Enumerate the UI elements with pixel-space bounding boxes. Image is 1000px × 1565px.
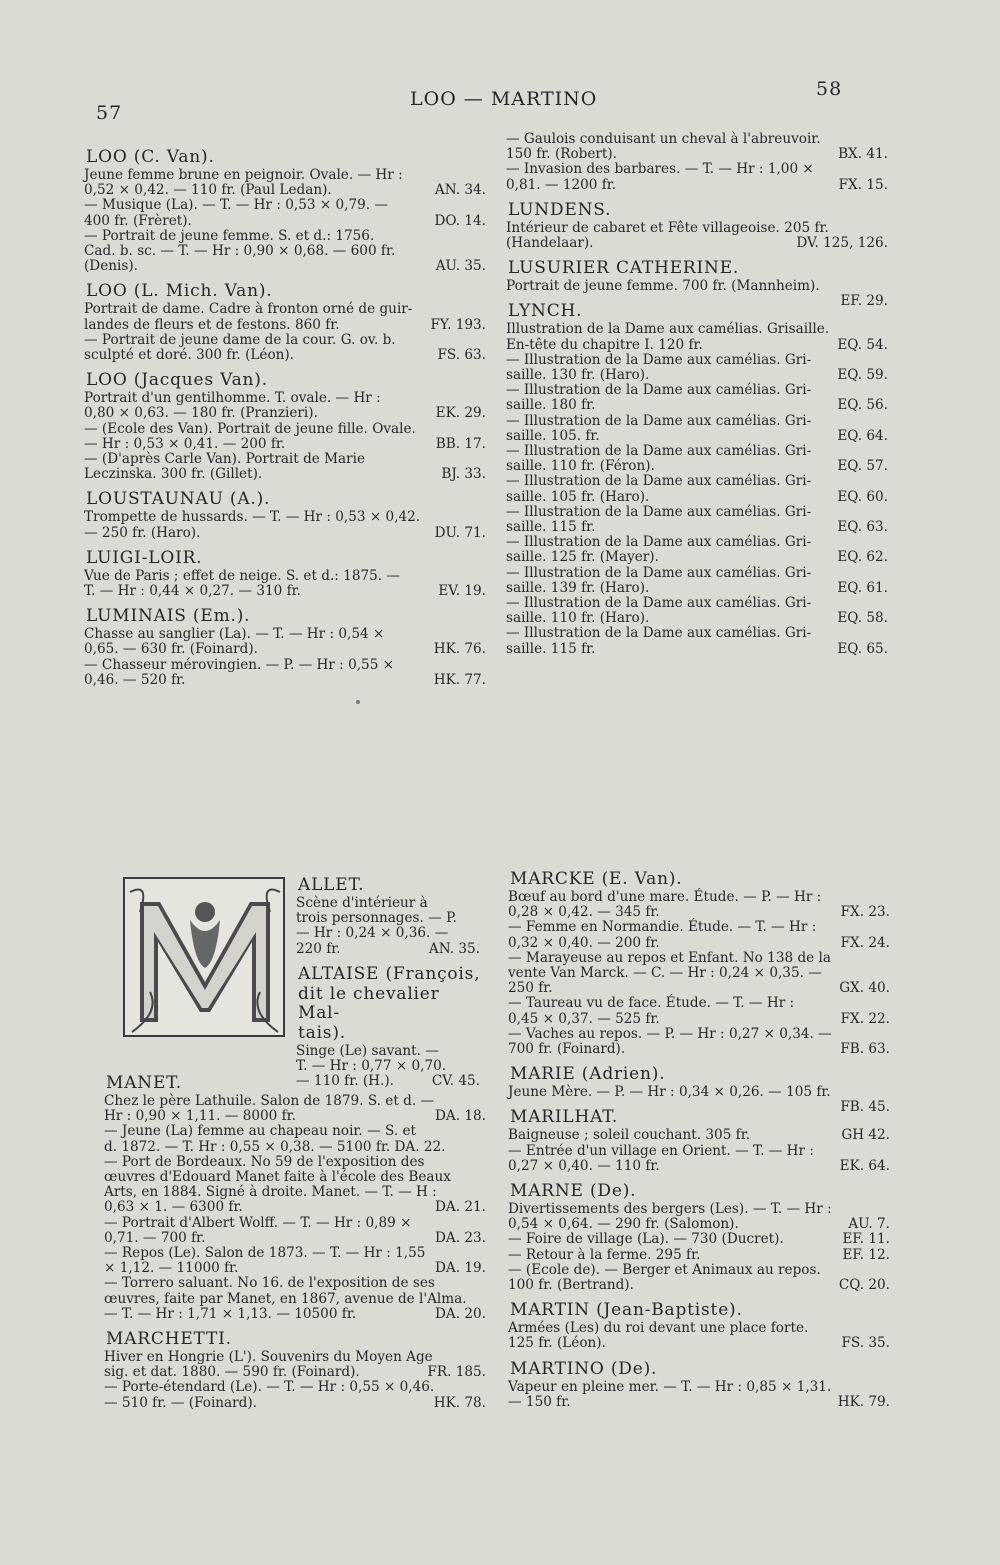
entry-line [508, 1263, 892, 1278]
entry-line [104, 1365, 488, 1380]
sale-reference: FX. 22. [840, 1010, 890, 1027]
entry-text: œuvres, faite par Manet, en 1867, avenue de l'Alma. [104, 1290, 467, 1307]
entry-line [506, 581, 890, 596]
entry-line [506, 132, 890, 147]
entry-line [508, 890, 892, 905]
entry-line [84, 673, 488, 688]
entry-text: — Illustration de la Dame aux camélias. Gri- [506, 412, 812, 429]
entry-text: — Portrait d'Albert Wolff. — T. — Hr : 0,89 × [104, 1214, 412, 1231]
entry-text: trois personnages. — P. [296, 910, 457, 927]
artist-name: LOO (C. Van). [86, 147, 215, 167]
entry-text: 700 fr. (Foinard). [508, 1041, 626, 1058]
sale-reference: FX. 15. [838, 176, 888, 193]
sale-reference: BX. 41. [838, 146, 888, 163]
entry-line [84, 526, 488, 541]
entry-text: 125 fr. (Léon). [508, 1335, 606, 1352]
entry-text: — Taureau vu de face. Étude. — T. — Hr : [508, 995, 795, 1012]
entry-line [506, 429, 890, 444]
entry-line [508, 1085, 892, 1100]
artist-name: MARNE (De). [510, 1181, 637, 1202]
entry-text: T. — Hr : 0,77 × 0,70. [296, 1058, 447, 1075]
entry-line [104, 1155, 488, 1170]
entry-line [296, 896, 482, 911]
entry-line [84, 259, 488, 274]
artist-name: LUSURIER CATHERINE. [508, 258, 740, 279]
entry-line [84, 437, 488, 452]
entry-line [104, 1246, 488, 1261]
artist-name: tais). [298, 1022, 346, 1043]
entry-text: — Musique (La). — T. — Hr : 0,53 × 0,79. — [84, 197, 389, 214]
entry-line [506, 642, 890, 657]
left-column-bottom [104, 1066, 488, 1411]
entry-text: 0,71. — 700 fr. [104, 1229, 206, 1246]
entry-line [84, 658, 488, 673]
entry-text: Portrait d'un gentilhomme. T. ovale. — Hr : [84, 390, 381, 407]
entry-line [508, 1128, 892, 1143]
sale-reference: FS. 35. [841, 1335, 890, 1352]
entry-text: — Retour à la ferme. 295 fr. [508, 1246, 701, 1263]
sale-reference: GH 42. [841, 1127, 890, 1144]
entry-line [506, 626, 890, 641]
entry-text: saille. 105 fr. (Haro). [506, 488, 650, 505]
right-column-top [506, 132, 890, 657]
sale-reference: AN. 35. [428, 940, 480, 957]
entry-text: saille. 115 fr. [506, 640, 596, 657]
entry-text: — Portrait de jeune femme. S. et d.: 1756. [84, 227, 375, 244]
sale-reference: EQ. 63. [837, 519, 888, 536]
entry-line [104, 1170, 488, 1185]
entry-text: 0,46. — 520 fr. [84, 671, 186, 688]
entry-text: Portrait de jeune femme. 700 fr. (Mannheim). [506, 278, 820, 295]
entry-line [506, 221, 890, 236]
entry-line [104, 1276, 488, 1291]
sale-reference: HK. 76. [433, 641, 486, 658]
entry-line [104, 1396, 488, 1411]
entry-line [84, 348, 488, 363]
entry-line [508, 1248, 892, 1263]
entry-line [104, 1216, 488, 1231]
entry-text: 0,63 × 1. — 6300 fr. [104, 1199, 243, 1216]
entry-text: Intérieur de cabaret et Fête villageoise. 205 fr. [506, 219, 829, 236]
entry-text: — 510 fr. — (Foinard). [104, 1394, 257, 1411]
entry-text: Bœuf au bord d'une mare. Étude. — P. — Hr : [508, 889, 822, 905]
entry-text: Vapeur en pleine mer. — T. — Hr : 0,85 × 1,31. [508, 1378, 832, 1395]
entry-text: — Illustration de la Dame aux camélias. Gri- [506, 595, 812, 612]
entry-text: — 150 fr. [508, 1393, 571, 1410]
sale-reference: EF. 29. [840, 293, 888, 310]
entry-line [84, 391, 488, 406]
entry-text: Leczinska. 300 fr. (Gillet). [84, 466, 263, 483]
entry-line [104, 1231, 488, 1246]
sale-reference: DA. 20. [435, 1305, 486, 1322]
entry-text: — Portrait de jeune dame de la cour. G. ov. b. [84, 331, 396, 348]
entry-line [506, 611, 890, 626]
sale-reference: HK. 78. [433, 1394, 486, 1411]
entry-line [508, 1217, 892, 1232]
entry-text: — Torrero saluant. No 16. de l'exposition de ses [104, 1275, 435, 1292]
entry-text: landes de fleurs et de festons. 860 fr. [84, 316, 340, 333]
sale-reference: GX. 40. [839, 980, 890, 997]
entry-text: saille. 115 fr. [506, 519, 596, 536]
entry-line [84, 168, 488, 183]
entry-text: — (D'après Carle Van). Portrait de Marie [84, 451, 366, 468]
entry-line [508, 1232, 892, 1247]
sale-reference: FR. 185. [427, 1364, 486, 1381]
sale-reference: EQ. 65. [837, 640, 888, 657]
entry-text: — Illustration de la Dame aux camélias. Gri- [506, 382, 812, 399]
entry-line [84, 510, 488, 525]
entry-text: 250 fr. [508, 980, 553, 997]
entry-line [508, 1042, 892, 1057]
sale-reference: CQ. 20. [838, 1277, 890, 1294]
artist-name: ALTAISE (François, [298, 963, 481, 984]
entry-line [508, 1336, 892, 1351]
sale-reference: EQ. 61. [837, 579, 888, 596]
artist-name: LUIGI-LOIR. [86, 547, 203, 568]
entry-line [506, 596, 890, 611]
entry-text: T. — Hr : 0,44 × 0,27. — 310 fr. [84, 583, 301, 600]
entry-text: (Denis). [84, 258, 138, 275]
sale-reference: EQ. 58. [837, 610, 888, 627]
artist-name: dit le chevalier Mal- [298, 983, 440, 1023]
entry-text: — Vaches au repos. — P. — Hr : 0,27 × 0,34. — [508, 1025, 832, 1042]
page-number-right: 58 [816, 78, 843, 100]
entry-line [508, 936, 892, 951]
artist-name: LYNCH. [508, 301, 583, 322]
artist-name: MARTINO (De). [510, 1358, 658, 1379]
artist-name: LOO (L. Mich. Van). [86, 281, 273, 302]
entry-line [84, 467, 488, 482]
entry-text: Armées (Les) du roi devant une place forte. [508, 1320, 809, 1337]
entry-line [84, 302, 488, 317]
entry-text: 0,81. — 1200 fr. [506, 176, 617, 193]
sale-reference: AU. 7. [848, 1216, 890, 1233]
entry-line [84, 183, 488, 198]
entry-line [296, 911, 482, 926]
entry-line [506, 474, 890, 489]
sale-reference: FX. 24. [840, 934, 890, 951]
entry-text: Hr : 0,90 × 1,11. — 8000 fr. [104, 1108, 296, 1125]
sale-reference: EQ. 60. [837, 488, 888, 505]
entry-line [84, 333, 488, 348]
artist-name: MANET. [106, 1073, 183, 1093]
artist-name: MARTIN (Jean-Baptiste). [510, 1300, 743, 1321]
sale-reference: EQ. 64. [837, 427, 888, 444]
entry-line [508, 966, 892, 981]
entry-text: × 1,12. — 11000 fr. [104, 1260, 239, 1277]
entry-line [508, 996, 892, 1011]
entry-line [84, 569, 488, 584]
sale-reference: DA. 19. [435, 1260, 486, 1277]
left-column-beside-initial [296, 868, 482, 1089]
entry-line [508, 981, 892, 996]
entry-text: Arts, en 1884. Signé à droite. Manet. — T. — H : [104, 1184, 437, 1201]
entry-line [506, 535, 890, 550]
artist-name: MARIE (Adrien). [510, 1064, 666, 1085]
entry-text: 400 fr. (Frèret). [84, 212, 192, 229]
artist-name: LUNDENS. [508, 199, 612, 220]
sale-reference: FX. 23. [840, 904, 890, 921]
sale-reference: HK. 77. [433, 671, 486, 688]
entry-text: 0,32 × 0,40. — 200 fr. [508, 934, 660, 951]
entry-text: — 250 fr. (Haro). [84, 524, 201, 541]
entry-text: — Illustration de la Dame aux camélias. Gri- [506, 351, 812, 368]
entry-line [104, 1200, 488, 1215]
sale-reference: EK. 29. [435, 405, 486, 422]
page-number-left: 57 [96, 102, 123, 124]
entry-line [506, 505, 890, 520]
entry-line [506, 520, 890, 535]
entry-line [84, 406, 488, 421]
entry-text: saille. 180 fr. [506, 397, 596, 414]
entry-text: — Illustration de la Dame aux camélias. Gri- [506, 503, 812, 520]
entry-text: 100 fr. (Bertrand). [508, 1277, 634, 1294]
entry-line [104, 1292, 488, 1307]
sale-reference: EF. 11. [842, 1231, 890, 1248]
entry-text: — Invasion des barbares. — T. — Hr : 1,00 × [506, 161, 814, 178]
entry-text: — T. — Hr : 1,71 × 1,13. — 10500 fr. [104, 1305, 357, 1322]
entry-line [84, 229, 488, 244]
entry-line [506, 444, 890, 459]
artist-name: ALLET. [298, 875, 365, 895]
entry-line [506, 414, 890, 429]
entry-text: Jeune Mère. — P. — Hr : 0,34 × 0,26. — 105 fr. [508, 1084, 831, 1101]
entry-line [508, 1380, 892, 1395]
entry-line [506, 338, 890, 353]
entry-text: Singe (Le) savant. — [296, 1042, 439, 1059]
entry-text: 150 fr. (Robert). [506, 146, 617, 163]
entry-line [84, 452, 488, 467]
sale-reference: AN. 34. [434, 182, 486, 199]
entry-line [508, 1395, 892, 1410]
entry-text: 0,54 × 0,64. — 290 fr. (Salomon). [508, 1216, 739, 1233]
entry-line [506, 322, 890, 337]
entry-text: Portrait de dame. Cadre à fronton orné de guir- [84, 301, 413, 318]
entry-line [104, 1261, 488, 1276]
entry-line [508, 1012, 892, 1027]
entry-line [506, 353, 890, 368]
entry-text: Vue de Paris ; effet de neige. S. et d.: 1875. — [84, 567, 401, 584]
entry-line [506, 279, 890, 294]
entry-text: — Port de Bordeaux. No 59 de l'exposition des [104, 1153, 425, 1170]
entry-line [506, 147, 890, 162]
entry-text: Jeune femme brune en peignoir. Ovale. — Hr : [84, 167, 403, 183]
entry-text: — Gaulois conduisant un cheval à l'abreuvoir. [506, 131, 821, 147]
entry-line [508, 951, 892, 966]
entry-line [84, 244, 488, 259]
entry-text: En-tête du chapitre I. 120 fr. [506, 336, 703, 353]
sale-reference: DA. 23. [435, 1229, 486, 1246]
entry-text: Cad. b. sc. — T. — Hr : 0,90 × 0,68. — 600 fr. [84, 243, 396, 260]
sale-reference: EF. 12. [842, 1246, 890, 1263]
entry-line [104, 1307, 488, 1322]
entry-text: 0,27 × 0,40. — 110 fr. [508, 1157, 660, 1174]
entry-line [84, 422, 488, 437]
entry-line [506, 550, 890, 565]
sale-reference: HK. 79. [837, 1393, 890, 1410]
entry-line [104, 1350, 488, 1365]
sale-reference: DA. 18. [435, 1108, 486, 1125]
sale-reference: EQ. 59. [837, 367, 888, 384]
entry-line [508, 1278, 892, 1293]
sale-reference: FY. 193. [430, 316, 486, 333]
entry-text: saille. 110 fr. (Féron). [506, 458, 655, 475]
entry-line [506, 383, 890, 398]
entry-text: — Illustration de la Dame aux camélias. Gri- [506, 534, 812, 551]
entry-text: — Femme en Normandie. Étude. — T. — Hr : [508, 919, 817, 936]
entry-line [84, 627, 488, 642]
sale-reference: DA. 21. [435, 1199, 486, 1216]
sale-reference: FS. 63. [437, 347, 486, 364]
entry-line [506, 368, 890, 383]
entry-line [84, 642, 488, 657]
entry-text: Chez le père Lathuile. Salon de 1879. S. et d. — [104, 1093, 435, 1109]
entry-text: 0,80 × 0,63. — 180 fr. (Pranzieri). [84, 405, 318, 422]
entry-line [508, 1321, 892, 1336]
entry-line [508, 905, 892, 920]
entry-text: Hiver en Hongrie (L'). Souvenirs du Moyen Age [104, 1349, 433, 1366]
artist-name: MARCHETTI. [106, 1329, 232, 1350]
entry-line [104, 1124, 488, 1139]
entry-text: — (Ecole des Van). Portrait de jeune fille. Ovale. [84, 420, 416, 437]
entry-text: — Illustration de la Dame aux camélias. Gri- [506, 473, 812, 490]
entry-text: — Entrée d'un village en Orient. — T. — Hr : [508, 1142, 814, 1159]
entry-line [84, 198, 488, 213]
entry-text: — Illustration de la Dame aux camélias. Gri- [506, 443, 812, 460]
entry-line [296, 1044, 482, 1059]
entry-text: Trompette de hussards. — T. — Hr : 0,53 × 0,42. [84, 509, 421, 526]
entry-line [506, 566, 890, 581]
entry-text: œuvres d'Edouard Manet faite à l'école des Beaux [104, 1169, 451, 1186]
artist-name: MARILHAT. [510, 1107, 619, 1128]
entry-text: 0,52 × 0,42. — 110 fr. (Paul Ledan). [84, 182, 332, 199]
sale-reference: AU. 35. [435, 258, 486, 275]
entry-line [506, 459, 890, 474]
entry-text: — Illustration de la Dame aux camélias. Gri- [506, 625, 812, 642]
entry-text: 0,28 × 0,42. — 345 fr. [508, 904, 660, 921]
sale-reference: EV. 19. [438, 583, 486, 600]
entry-line [84, 318, 488, 333]
entry-line [506, 398, 890, 413]
entry-line [506, 162, 890, 177]
artist-name: LUMINAIS (Em.). [86, 606, 251, 627]
entry-line [508, 920, 892, 935]
sale-reference: BJ. 33. [441, 466, 486, 483]
sale-reference: EQ. 62. [837, 549, 888, 566]
entry-text: saille. 105. fr. [506, 427, 600, 444]
artist-name: LOO (Jacques Van). [86, 370, 268, 391]
entry-text: — Jeune (La) femme au chapeau noir. — S. et [104, 1123, 416, 1140]
sale-reference: EQ. 54. [837, 336, 888, 353]
artist-name: LOUSTAUNAU (A.). [86, 489, 271, 510]
entry-line [104, 1140, 488, 1155]
artist-name: MARCKE (E. Van). [510, 869, 683, 889]
entry-line [296, 942, 482, 957]
entry-text: vente Van Marck. — C. — Hr : 0,24 × 0,35. — [508, 965, 822, 982]
running-head: LOO — MARTINO [410, 88, 598, 110]
entry-text: Chasse au sanglier (La). — T. — Hr : 0,54 × [84, 626, 385, 643]
entry-line [296, 926, 482, 941]
entry-text: saille. 130 fr. (Haro). [506, 367, 650, 384]
entry-text: Baigneuse ; soleil couchant. 305 fr. [508, 1127, 751, 1144]
sale-reference: FB. 45. [840, 1099, 890, 1116]
entry-line [104, 1185, 488, 1200]
entry-line [506, 178, 890, 193]
entry-text: — Hr : 0,24 × 0,36. — [296, 925, 449, 942]
entry-text: — Porte-étendard (Le). — T. — Hr : 0,55 × 0,46. [104, 1379, 435, 1396]
entry-line [84, 584, 488, 599]
entry-line [506, 236, 890, 251]
entry-text: (Handelaar). [506, 235, 594, 252]
entry-text: — 110 fr. (H.). [296, 1073, 394, 1090]
sale-reference: DU. 71. [434, 524, 486, 541]
entry-text: — (Ecole de). — Berger et Animaux au repos. [508, 1261, 821, 1278]
entry-text: — Repos (Le). Salon de 1873. — T. — Hr : 1,55 [104, 1245, 426, 1262]
entry-line [508, 1202, 892, 1217]
sale-reference: EK. 64. [839, 1157, 890, 1174]
entry-line [84, 214, 488, 229]
sale-reference: BB. 17. [435, 435, 486, 452]
sale-reference: DO. 14. [434, 212, 486, 229]
sale-reference: EQ. 57. [837, 458, 888, 475]
entry-text: saille. 110 fr. (Haro). [506, 610, 650, 627]
entry-text: Divertissements des bergers (Les). — T. — Hr : [508, 1201, 832, 1218]
entry-line [104, 1094, 488, 1109]
entry-text: 220 fr. [296, 940, 341, 957]
ornamental-initial-m [120, 872, 290, 1042]
right-column-bottom [508, 862, 892, 1410]
entry-text: d. 1872. — T. Hr : 0,55 × 0,38. — 5100 fr. DA. 22. [104, 1138, 446, 1155]
entry-line [508, 1027, 892, 1042]
entry-text: — Chasseur mérovingien. — P. — Hr : 0,55 × [84, 656, 395, 673]
stray-mark [356, 700, 360, 704]
entry-text: saille. 139 fr. (Haro). [506, 579, 650, 596]
entry-text: Scène d'intérieur à [296, 895, 428, 911]
entry-line [104, 1109, 488, 1124]
entry-text: — Illustration de la Dame aux camélias. Gri- [506, 564, 812, 581]
entry-text: Illustration de la Dame aux camélias. Grisaille. [506, 321, 830, 338]
left-column-top [84, 140, 488, 688]
sale-reference: FB. 63. [840, 1041, 890, 1058]
entry-text: — Hr : 0,53 × 0,41. — 200 fr. [84, 435, 286, 452]
sale-reference: CV. 45. [431, 1073, 480, 1090]
entry-text: sculpté et doré. 300 fr. (Léon). [84, 347, 295, 364]
entry-text: sig. et dat. 1880. — 590 fr. (Foinard). [104, 1364, 360, 1381]
entry-line [506, 490, 890, 505]
entry-line [508, 1144, 892, 1159]
entry-text: saille. 125 fr. (Mayer). [506, 549, 659, 566]
entry-text: 0,45 × 0,37. — 525 fr. [508, 1010, 660, 1027]
sale-reference: DV. 125, 126. [796, 235, 888, 252]
entry-text: — Marayeuse au repos et Enfant. No 138 de la [508, 949, 831, 966]
entry-text: 0,65. — 630 fr. (Foinard). [84, 641, 258, 658]
entry-line [508, 1159, 892, 1174]
sale-reference: EQ. 56. [837, 397, 888, 414]
entry-text: — Foire de village (La). — 730 (Ducret). [508, 1231, 784, 1248]
entry-line [104, 1380, 488, 1395]
